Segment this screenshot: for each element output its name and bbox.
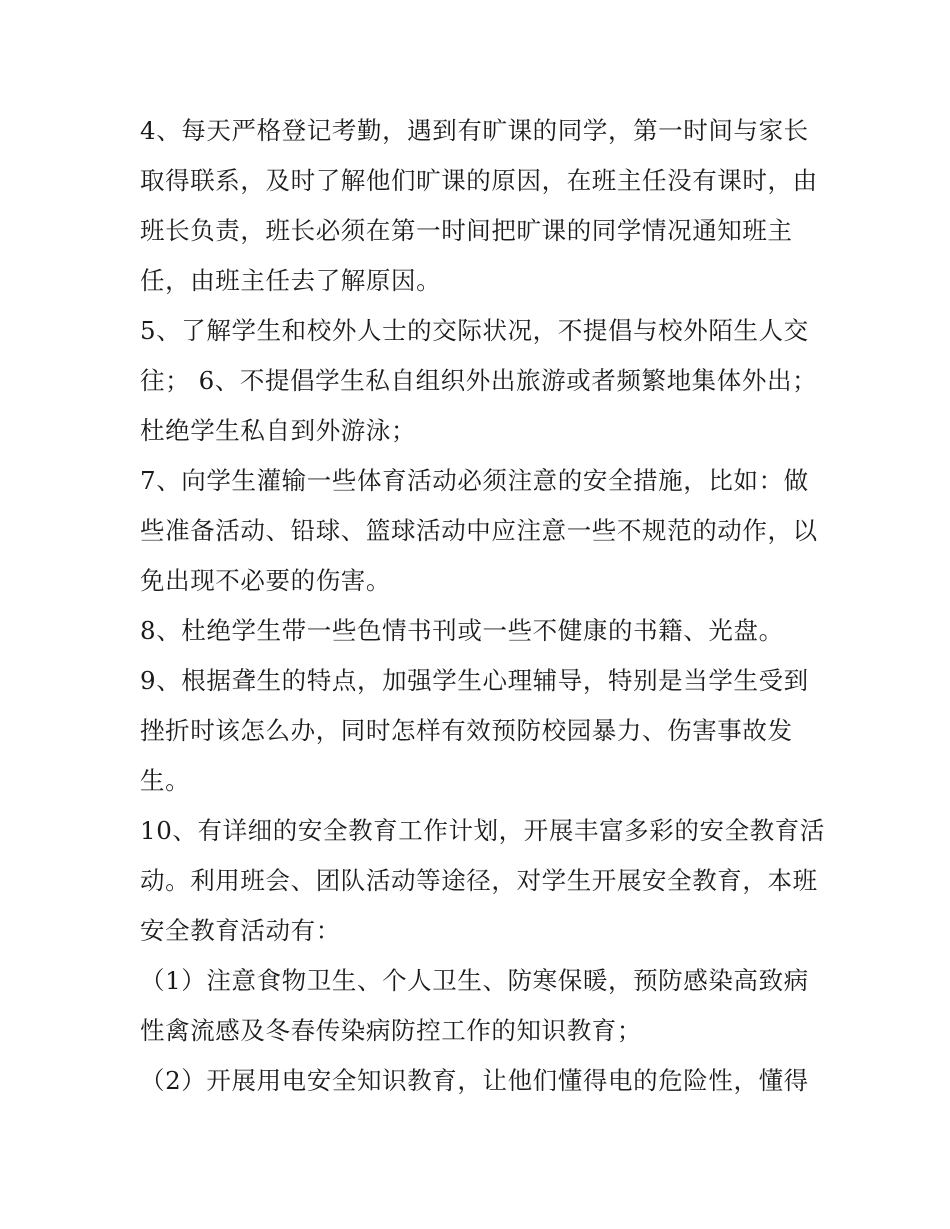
text-line: 10、有详细的安全教育工作计划，开展丰富多彩的安全教育活 (140, 816, 825, 845)
text-line: 挫折时该怎么办，同时怎样有效预防校园暴力、伤害事故发 (140, 716, 793, 745)
text-line: 些准备活动、铅球、篮球活动中应注意一些不规范的动作，以 (140, 516, 818, 545)
text-line: 取得联系，及时了解他们旷课的原因，在班主任没有课时，由 (140, 166, 818, 195)
text-line: 4、每天严格登记考勤，遇到有旷课的同学，第一时间与家长 (140, 116, 809, 145)
text-line: 性禽流感及冬春传染病防控工作的知识教育； (140, 1016, 642, 1045)
text-line: 杜绝学生私自到外游泳； (140, 416, 417, 445)
text-line: 7、向学生灌输一些体育活动必须注意的安全措施，比如：做 (140, 466, 809, 495)
text-line: 往； 6、不提倡学生私自组织外出旅游或者频繁地集体外出； (140, 366, 818, 395)
text-line: 安全教育活动有： (140, 916, 341, 945)
text-line: 5、了解学生和校外人士的交际状况，不提倡与校外陌生人交 (140, 316, 809, 345)
text-line: （1）注意食物卫生、个人卫生、防寒保暖，预防感染高致病 (140, 966, 809, 995)
text-line: 生。 (140, 766, 191, 795)
text-line: 动。利用班会、团队活动等途径，对学生开展安全教育，本班 (140, 866, 818, 895)
text-line: （2）开展用电安全知识教育，让他们懂得电的危险性，懂得 (140, 1066, 809, 1095)
text-line: 9、根据聋生的特点，加强学生心理辅导，特别是当学生受到 (140, 666, 809, 695)
text-line: 免出现不必要的伤害。 (140, 566, 391, 595)
text-line: 任，由班主任去了解原因。 (140, 266, 442, 295)
text-line: 8、杜绝学生带一些色情书刊或一些不健康的书籍、光盘。 (140, 616, 784, 645)
document-body (140, 106, 825, 1106)
text-line: 班长负责，班长必须在第一时间把旷课的同学情况通知班主 (140, 216, 793, 245)
